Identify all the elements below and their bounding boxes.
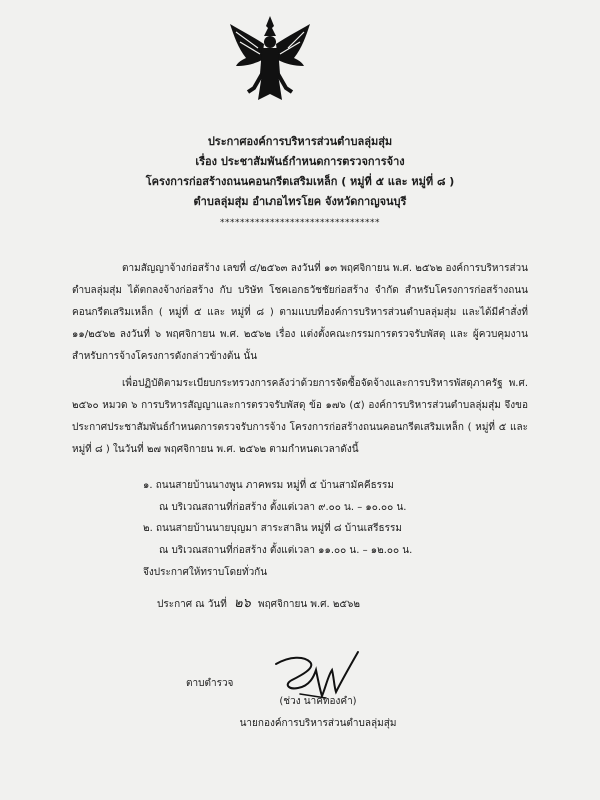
header-subject: เรื่อง ประชาสัมพันธ์กำหนดการตรวจการจ้าง <box>195 155 405 168</box>
paragraph-regulation-text: เพื่อปฏิบัติตามระเบียบกระทรวงการคลังว่าด้วยการจัดซื้อจัดจ้างและการบริหารพัสดุภาครัฐ พ.ศ. ๒๕๖๐ หมวด ๖ การบริหารสัญญาและการตรวจรับพัสดุ ข้อ ๑๗๖ (๕) องค์การบริหารส่วนตำบลลุ่มสุ่ม จึงขอประกาศประชาสัมพันธ์กำหนดการตรวจรับการจ้าง โครงการก่อสร้างถนนคอนกรีตเสริมเหล็ก ( หมู่ที่ ๕ และ หมู่ที่ ๘ ) ในวันที่ ๒๗ พฤศจิกายน พ.ศ. ๒๕๖๒ ตามกำหนดเวลาดังนี้ <box>72 378 528 455</box>
closing-statement: จึงประกาศให้ทราบโดยทั่วกัน <box>143 567 268 578</box>
paragraph-contract <box>72 258 528 368</box>
header-project: โครงการก่อสร้างถนนคอนกรีตเสริมเหล็ก ( หมู่ที่ ๕ และ หมู่ที่ ๘ ) <box>145 175 455 188</box>
schedule-item-road: ๒. ถนนสายบ้านนายบุญมา สาระสาลิน หมู่ที่ ๘ บ้านเสรีธรรม <box>143 523 402 534</box>
schedule-item <box>143 518 412 562</box>
signer-block <box>0 691 600 735</box>
announcement-header <box>0 132 600 212</box>
date-suffix: พฤศจิกายน พ.ศ. ๒๕๖๒ <box>258 599 360 610</box>
signer-name: (ช่วง นาคทองคำ) <box>279 696 357 707</box>
schedule-item-time: ณ บริเวณสถานที่ก่อสร้าง ตั้งแต่เวลา ๙.๐๐ น. – ๑๐.๐๐ น. <box>159 502 407 513</box>
paragraph-contract-text: ตามสัญญาจ้างก่อสร้าง เลขที่ ๔/๒๕๖๓ ลงวันที่ ๑๓ พฤศจิกายน พ.ศ. ๒๕๖๒ องค์การบริหารส่วนตำบลลุ่มสุ่ม ได้ตกลงจ้างก่อสร้าง กับ บริษัท โชคเอกธวัชชัยก่อสร้าง จำกัด สำหรับโครงการก่อสร้างถนนคอนกรีตเสริมเหล็ก ( หมู่ที่ ๕ และ หมู่ที่ ๘ ) ตามแบบที่องค์การบริหารส่วนตำบลลุ่มสุ่ม และได้มีคำสั่งที่ ๑๑/๒๕๖๒ ลงวันที่ ๖ พฤศจิกายน พ.ศ. ๒๕๖๒ เรื่อง แต่งตั้งคณะกรรมการตรวจรับพัสดุ และ ผู้ควบคุมงาน สำหรับการจ้างโครงการดังกล่าวข้างต้น นั้น <box>72 263 528 362</box>
check-label: ตาบตำรวจ <box>186 678 234 689</box>
paragraph-regulation <box>72 373 528 461</box>
announcement-date <box>157 592 360 613</box>
header-organization: ประกาศองค์การบริหารส่วนตำบลลุ่มสุ่ม <box>207 135 393 148</box>
header-location: ตำบลลุ่มสุ่ม อำเภอไทรโยค จังหวัดกาญจนบุรี <box>193 195 407 208</box>
schedule-item-road: ๑. ถนนสายบ้านนางพูน ภาคพรม หมู่ที่ ๕ บ้านสามัคคีธรรม <box>143 480 395 491</box>
date-prefix: ประกาศ ณ วันที่ <box>157 599 227 610</box>
schedule-item <box>143 475 406 519</box>
separator-line: ******************************** <box>220 218 380 228</box>
signer-title: นายกองค์การบริหารส่วนตำบลลุ่มสุ่ม <box>239 718 397 729</box>
schedule-item-time: ณ บริเวณสถานที่ก่อสร้าง ตั้งแต่เวลา ๑๑.๐๐ น. – ๑๒.๐๐ น. <box>159 545 413 556</box>
date-day-handwritten: ๒๖ <box>233 596 251 611</box>
garuda-emblem-icon <box>228 14 312 106</box>
